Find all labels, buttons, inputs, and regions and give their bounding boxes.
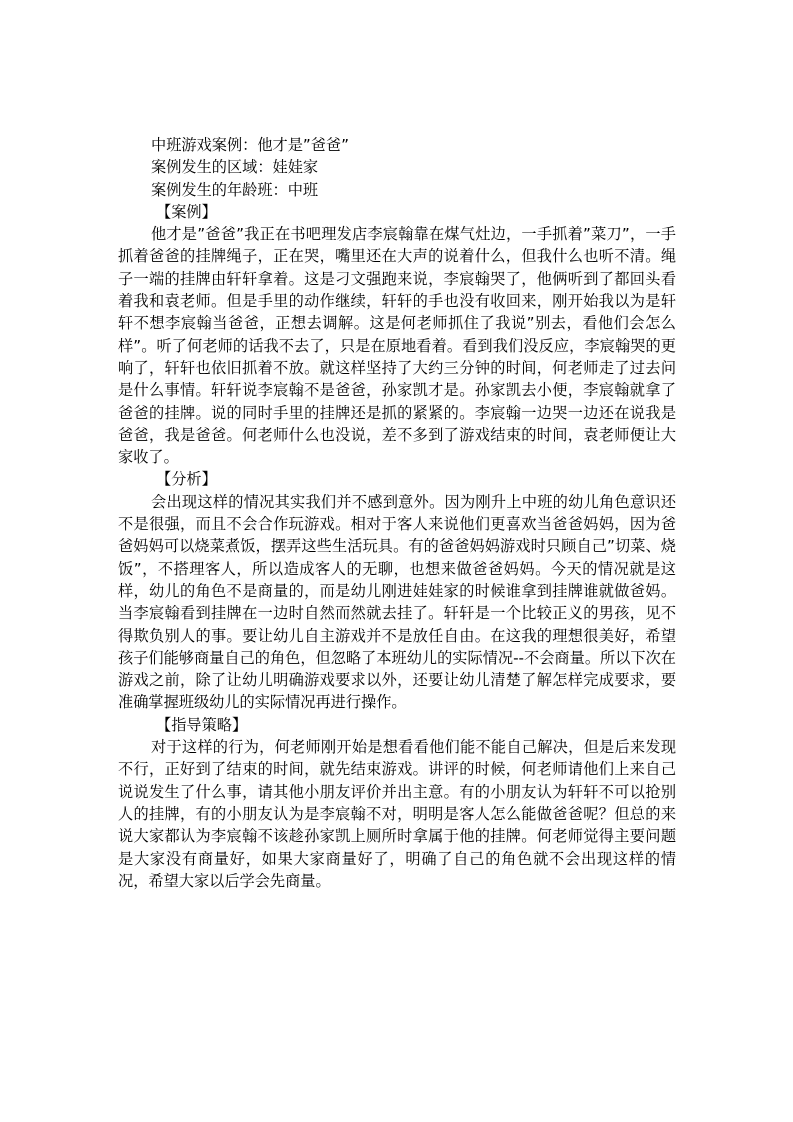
case-area: 案例发生的区域：娃娃家 [151, 158, 319, 177]
strategy-heading: 【指导策略】 [156, 715, 248, 734]
analysis-paragraph: 会出现这样的情况其实我们并不感到意外。因为刚升上中班的幼儿角色意识还不是很强，而且不会合作玩游戏。相对于客人来说他们更喜欢当爸爸妈妈，因为爸爸妈妈可以烧菜煮饭，摆弄这些生活玩具。有的爸爸妈妈游戏时只顾自己”切菜、烧饭”，不搭理客人，所以造成客人的无聊，也想来做爸爸妈妈。今天的情况就是这样，幼儿的角色不是商量的，而是幼儿刚进娃娃家的时候谁拿到挂牌谁就做爸妈。当李宸翰看到挂牌在一边时自然而然就去挂了。轩轩是一个比较正义的男孩，见不得欺负别人的事。要让幼儿自主游戏并不是放任自由。在这我的理想很美好，希望孩子们能够商量自己的角色，但忽略了本班幼儿的实际情况--不会商量。所以下次在游戏之前，除了让幼儿明确游戏要求以外，还要让幼儿清楚了解怎样完成要求，要准确掌握班级幼儿的实际情况再进行操作。 [118, 492, 676, 712]
document-page [118, 134, 676, 892]
document-title: 中班游戏案例：他才是”爸爸” [151, 136, 349, 154]
analysis-heading: 【分析】 [156, 470, 217, 489]
case-paragraph: 他才是”爸爸”我正在书吧理发店李宸翰靠在煤气灶边，一手抓着”菜刀”，一手抓着爸爸的挂牌绳子，正在哭，嘴里还在大声的说着什么，但我什么也听不清。绳子一端的挂牌由轩轩拿着。这是刁文强跑来说，李宸翰哭了，他俩听到了都回头看着我和袁老师。但是手里的动作继续，轩轩的手也没有收回来，刚开始我以为是轩轩不想李宸翰当爸爸，正想去调解。这是何老师抓住了我说”别去，看他们会怎么样”。听了何老师的话我不去了，只是在原地看着。看到我们没反应，李宸翰哭的更响了，轩轩也依旧抓着不放。就这样坚持了大约三分钟的时间，何老师走了过去问是什么事情。轩轩说李宸翰不是爸爸，孙家凯才是。孙家凯去小便，李宸翰就拿了爸爸的挂牌。说的同时手里的挂牌还是抓的紧紧的。李宸翰一边哭一边还在说我是爸爸，我是爸爸。何老师什么也没说，差不多到了游戏结束的时间，袁老师便让大家收了。 [118, 225, 676, 467]
case-heading: 【案例】 [156, 202, 217, 221]
case-age-group: 案例发生的年龄班：中班 [151, 180, 319, 199]
strategy-paragraph: 对于这样的行为，何老师刚开始是想看看他们能不能自己解决，但是后来发现不行，正好到了结束的时间，就先结束游戏。讲评的时候，何老师请他们上来自己说说发生了什么事，请其他小朋友评价并出主意。有的小朋友认为轩轩不可以抢别人的挂牌，有的小朋友认为是李宸翰不对，明明是客人怎么能做爸爸呢？但总的来说大家都认为李宸翰不该趁孙家凯上厕所时拿属于他的挂牌。何老师觉得主要问题是大家没有商量好，如果大家商量好了，明确了自己的角色就不会出现这样的情况，希望大家以后学会先商量。 [118, 738, 676, 890]
